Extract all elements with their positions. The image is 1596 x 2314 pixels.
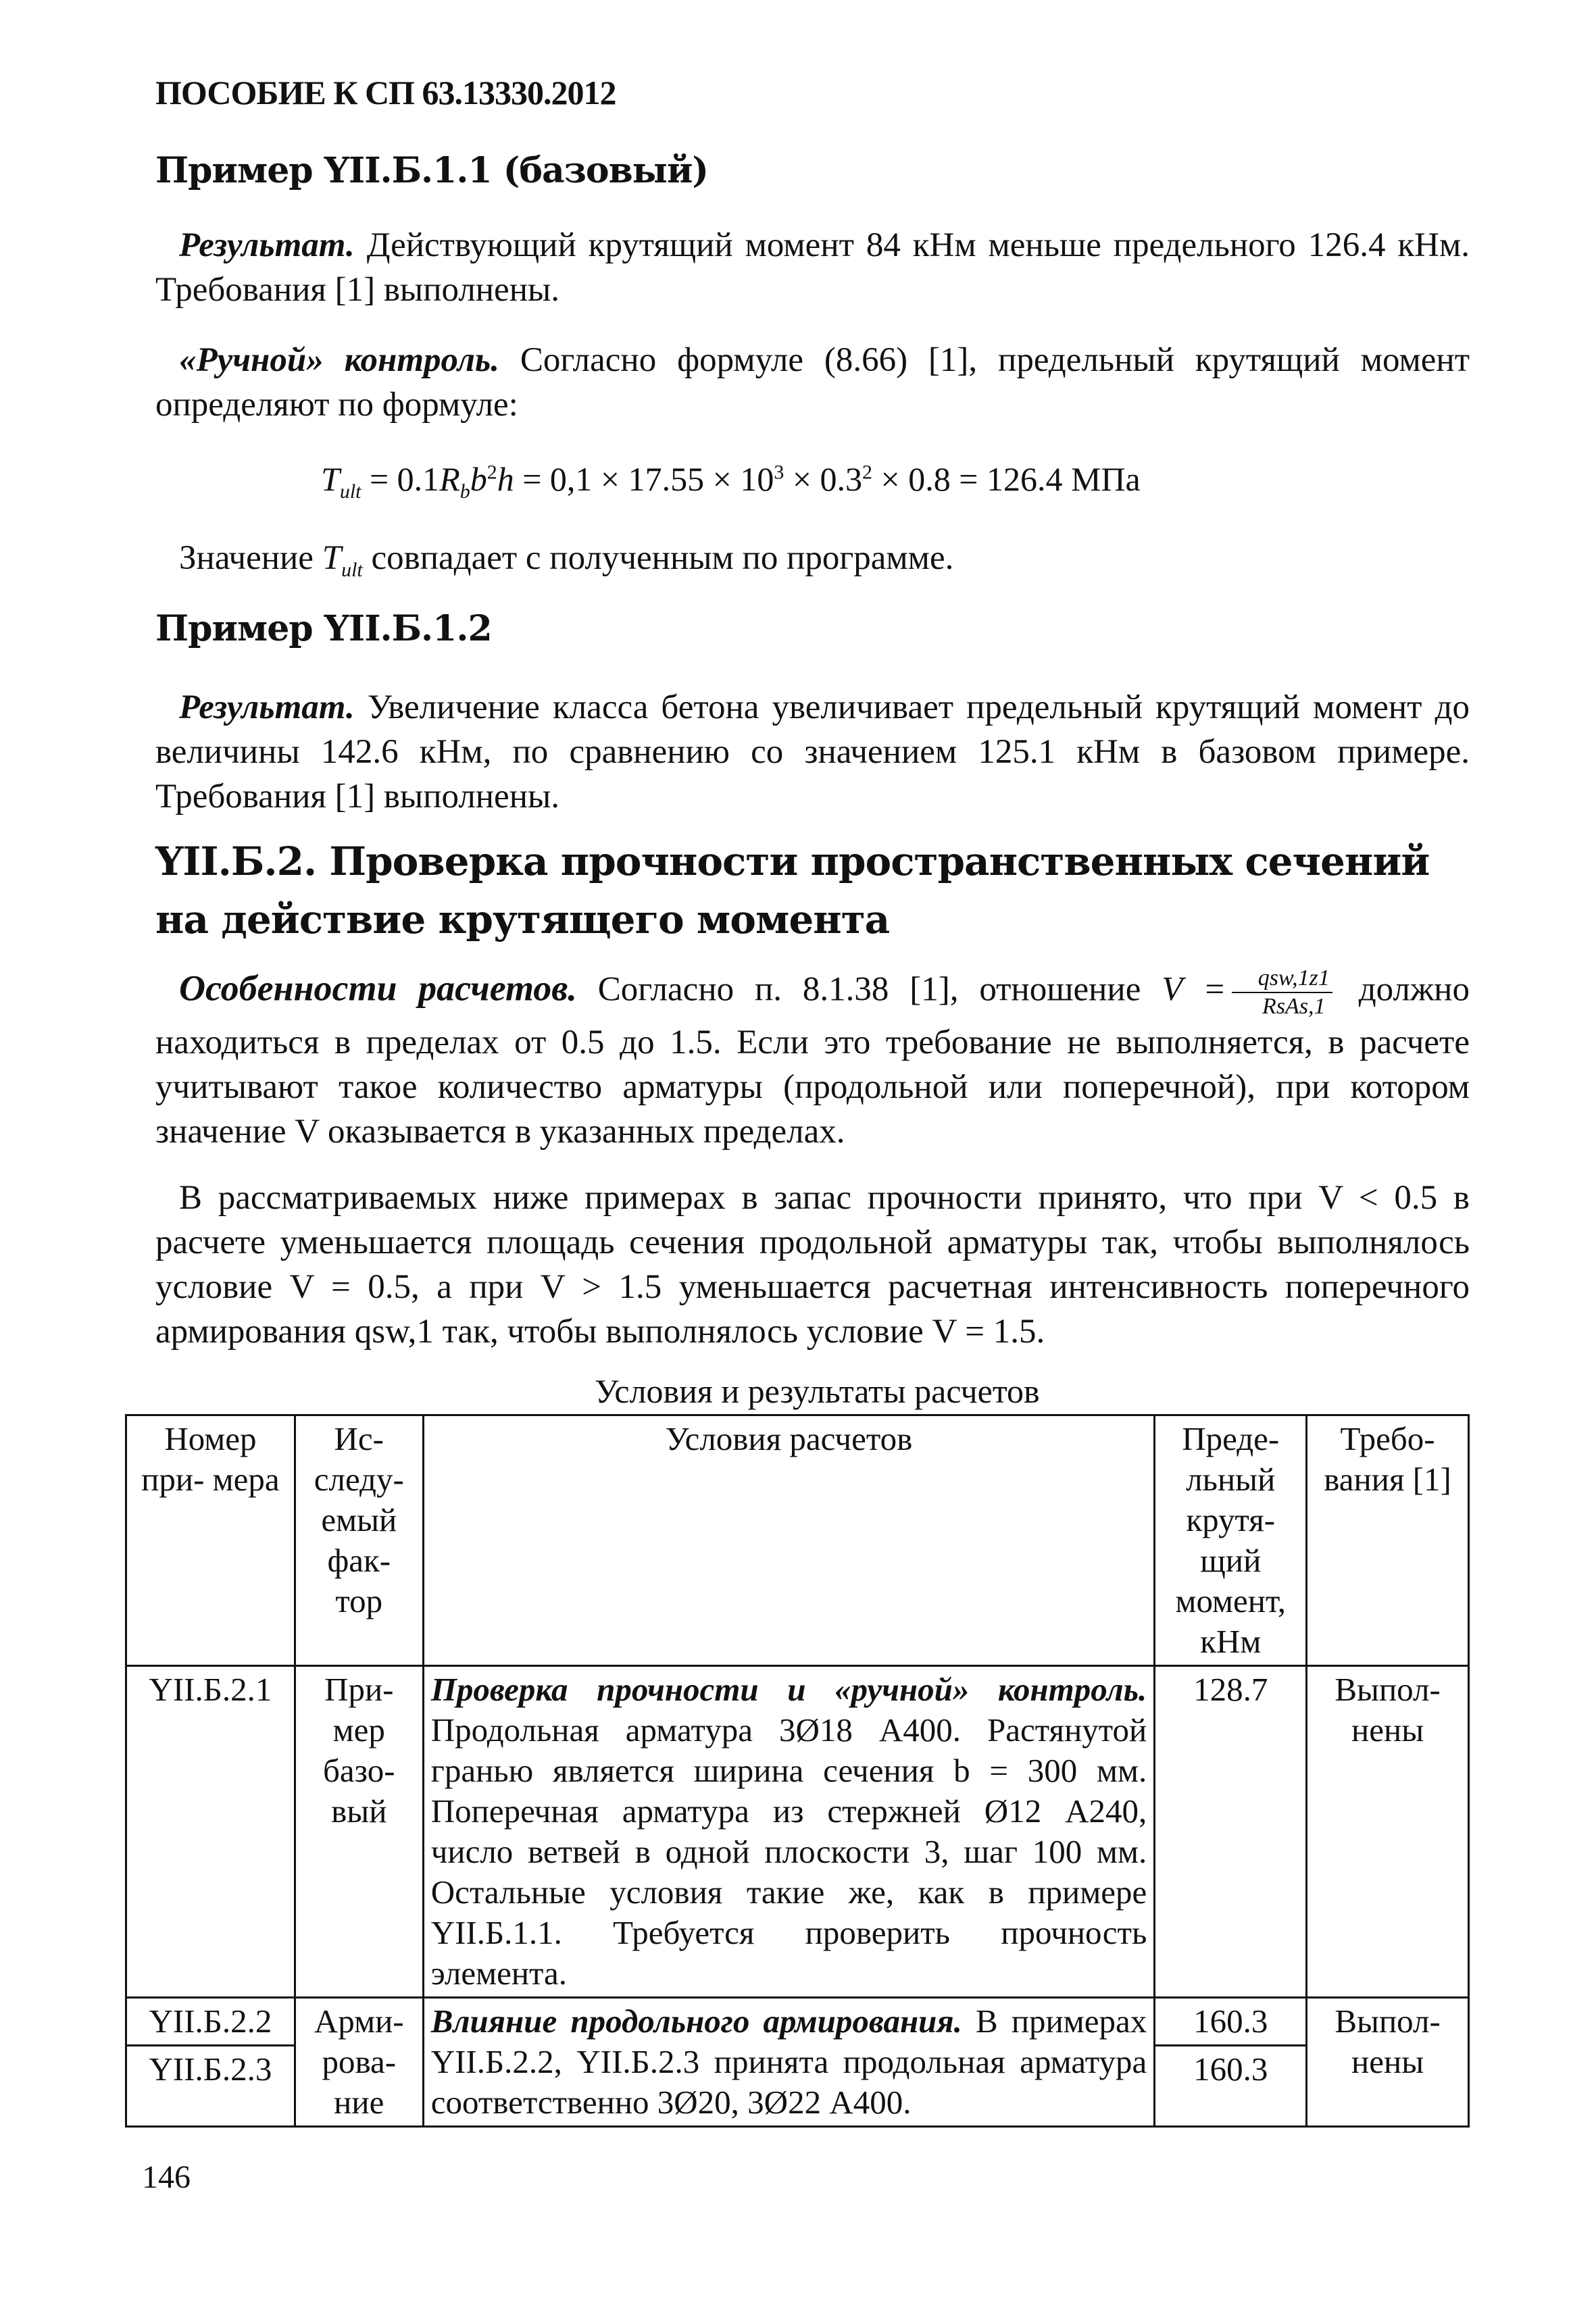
- table-header-row: [126, 1415, 1469, 1666]
- example-2-title: Пример YII.Б.1.2: [155, 608, 492, 649]
- results-table: [125, 1414, 1470, 2128]
- example-2-result: [155, 685, 1470, 819]
- manual-label: «Ручной» контроль.: [179, 341, 499, 379]
- features-label: Особенности расчетов.: [179, 967, 577, 1009]
- section-title: YII.Б.2. Проверка прочности пространственных сечений на действие крутящего момента: [155, 838, 1430, 942]
- page-number: 146: [142, 2159, 191, 2195]
- row-conditions: Влияние продольного армирования. В примерах YII.Б.2.2, YII.Б.2.3 принята продольная арматура соответственно 3Ø20, 3Ø22 А400.: [423, 1998, 1155, 2127]
- section-features: Особенности расчетов. Согласно п. 8.1.38 [1], отношение V = $\frac{\text{qsw,1z1}}{\text{RsAs,1}}$ должно находиться в пределах от 0.5 до 1.5. Если это требование не выполняется, в расчете учитывают такое количество арматуры (продольной или поперечной), при котором значение V оказывается в указанных пределах.: [155, 965, 1470, 1151]
- row-factor: Арми- рова- ние: [295, 1998, 423, 2127]
- result-label: Результат.: [179, 226, 355, 264]
- row-moment: 160.3 160.3: [1155, 1998, 1307, 2127]
- row-requirements: Выпол- нены: [1307, 1998, 1469, 2127]
- row-factor: При- мер базо- вый: [295, 1666, 423, 1998]
- row-requirements: Выпол- нены: [1307, 1666, 1469, 1998]
- row-moment: 128.7: [1155, 1666, 1307, 1998]
- section-paragraph-2: В рассматриваемых ниже примерах в запас прочности принято, что при V < 0.5 в расчете уменьшается площадь сечения продольной арматуры так, чтобы выполнялось условие V = 0.5, а при V > 1.5 уменьшается расчетная интенсивность поперечного армирования qsw,1 так, чтобы выполнялось условие V = 1.5.: [155, 1179, 1470, 1351]
- result-text: Увеличение класса бетона увеличивает предельный крутящий момент до величины 142.6 кНм, по сравнению со значением 125.1 кНм в базовом примере. Требования [1] выполнены.: [155, 688, 1470, 815]
- manual-text: Согласно формуле (8.66) [1], предельный крутящий момент определяют по формуле:: [155, 341, 1470, 424]
- header-moment: Преде- льный крутя- щий момент, кНм: [1155, 1415, 1307, 1666]
- result-label: Результат.: [179, 688, 355, 726]
- ratio-fraction: $\frac{\text{qsw,1z1}}{\text{RsAs,1}}$: [1232, 965, 1332, 1020]
- example-1-manual-control: [155, 338, 1470, 427]
- header-number: Номер при- мера: [126, 1415, 295, 1666]
- example-1-title: Пример YII.Б.1.1 (базовый): [155, 150, 709, 191]
- document-header: ПОСОБИЕ К СП 63.13330.2012: [155, 74, 616, 111]
- row-conditions: Проверка прочности и «ручной» контроль. Продольная арматура 3Ø18 А400. Растянутой гранью является ширина сечения b = 300 мм. Поперечная арматура из стержней Ø12 А240, число ветвей в одной плоскости 3, шаг 100 мм. Остальные условия такие же, как в примере YII.Б.1.1. Требуется проверить прочность элемента.: [423, 1666, 1155, 1998]
- row-number: YII.Б.2.1: [126, 1666, 295, 1998]
- result-text: Действующий крутящий момент 84 кНм меньше предельного 126.4 кНм. Требования [1] выполнены.: [155, 226, 1470, 309]
- header-factor: Ис- следу- емый фак- тор: [295, 1415, 423, 1666]
- header-conditions: Условия расчетов: [423, 1415, 1155, 1666]
- row-number: YII.Б.2.2 YII.Б.2.3: [126, 1998, 295, 2127]
- formula-tult: $T_{ult} = 0.1R_bb^2h = 0,1 \times 17.55 \times 10^3 \times 0.3^2 \times 0.8 = 126.4$ МПа: [321, 460, 1141, 503]
- table-caption: Условия и результаты расчетов: [595, 1372, 1040, 1410]
- table-row: [126, 1998, 1469, 2127]
- example-1-note: Значение $T_{ult}$ совпадает с полученным по программе.: [179, 539, 954, 582]
- header-requirements: Требо- вания [1]: [1307, 1415, 1469, 1666]
- table-row: [126, 1666, 1469, 1998]
- example-1-result: [155, 223, 1470, 312]
